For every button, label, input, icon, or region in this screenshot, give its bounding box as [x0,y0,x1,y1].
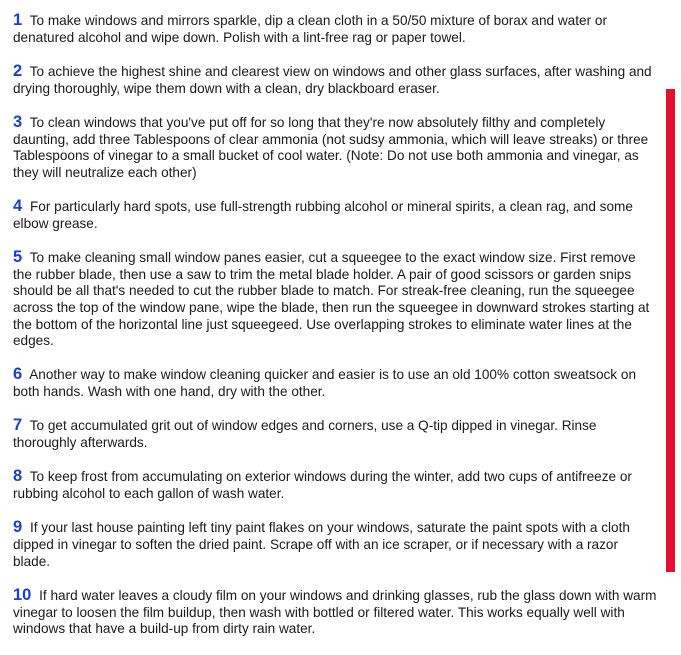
tip-text: If hard water leaves a cloudy film on your windows and drinking glasses, rub the glass down with warm vinegar to loosen the film buildup, then wash with bottled or filtered water. This works equally well with windows that have a build-up from dirty rain water. [13,588,657,637]
tip-text: To get accumulated grit out of window edges and corners, use a Q-tip dipped in vinegar. Rinse thoroughly afterwards. [13,418,597,451]
tip-item [13,63,658,97]
tip-number: 9 [13,518,23,537]
tip-number: 7 [13,416,23,435]
tip-text: For particularly hard spots, use full-strength rubbing alcohol or mineral spirits, a clean rag, and some elbow grease. [13,199,633,231]
tip-item [13,114,658,181]
tip-item [13,249,658,350]
tip-number: 4 [13,197,23,216]
tip-number: 2 [13,61,23,80]
tip-number: 1 [13,11,23,29]
accent-bar [666,89,675,572]
tip-number: 6 [13,365,23,384]
tip-item [13,519,658,570]
tip-text: To clean windows that you've put off for so long that they're now absolutely filthy and completely daunting, add three Tablespoons of clear ammonia (not sudsy ammonia, which will leave streaks) or three Tablespoons of vinegar to a small bucket of cool water. (Note: Do not use both ammonia and vinegar, as they will neutralize each other) [13,114,649,180]
tip-text: To make cleaning small window panes easier, cut a squeegee to the exact window size. First remove the rubber blade, then use a saw to trim the metal blade holder. A pair of good scissors or garden snips should be all that's needed to cut the rubber blade to match. For streak-free cleaning, run the squeegee across the top of the window pane, wipe the blade, then run the squeegee in downward strokes starting at the bottom of the horizontal line just squeegeed. Use overlapping strokes to eliminate water lines at the edges. [13,250,650,349]
tip-text: If your last house painting left tiny paint flakes on your windows, saturate the paint spots with a cloth dipped in vinegar to soften the dried paint. Scrape off with an ice scraper, or if necessary with a razor blade. [13,520,630,569]
tip-text: To make windows and mirrors sparkle, dip a clean cloth in a 50/50 mixture of borax and water or denatured alcohol and wipe down. Polish with a lint-free rag or paper towel. [13,13,607,45]
tip-number: 3 [13,112,23,131]
tip-item [13,587,658,638]
tip-item [13,468,658,502]
tip-item [13,417,658,451]
tip-item [13,12,658,46]
tip-item [13,198,658,232]
tip-number: 8 [13,467,23,486]
tip-text: To keep frost from accumulating on exterior windows during the winter, add two cups of antifreeze or rubbing alcohol to each gallon of wash water. [13,469,632,502]
tip-text: To achieve the highest shine and clearest view on windows and other glass surfaces, after washing and drying thoroughly, wipe them down with a clean, dry blackboard eraser. [13,63,652,96]
tip-item [13,366,658,400]
tip-number: 5 [13,248,23,267]
tip-text: Another way to make window cleaning quicker and easier is to use an old 100% cotton sweatsock on both hands. Wash with one hand, dry with the other. [13,367,636,400]
tip-number: 10 [13,586,32,605]
tips-list [13,12,658,655]
